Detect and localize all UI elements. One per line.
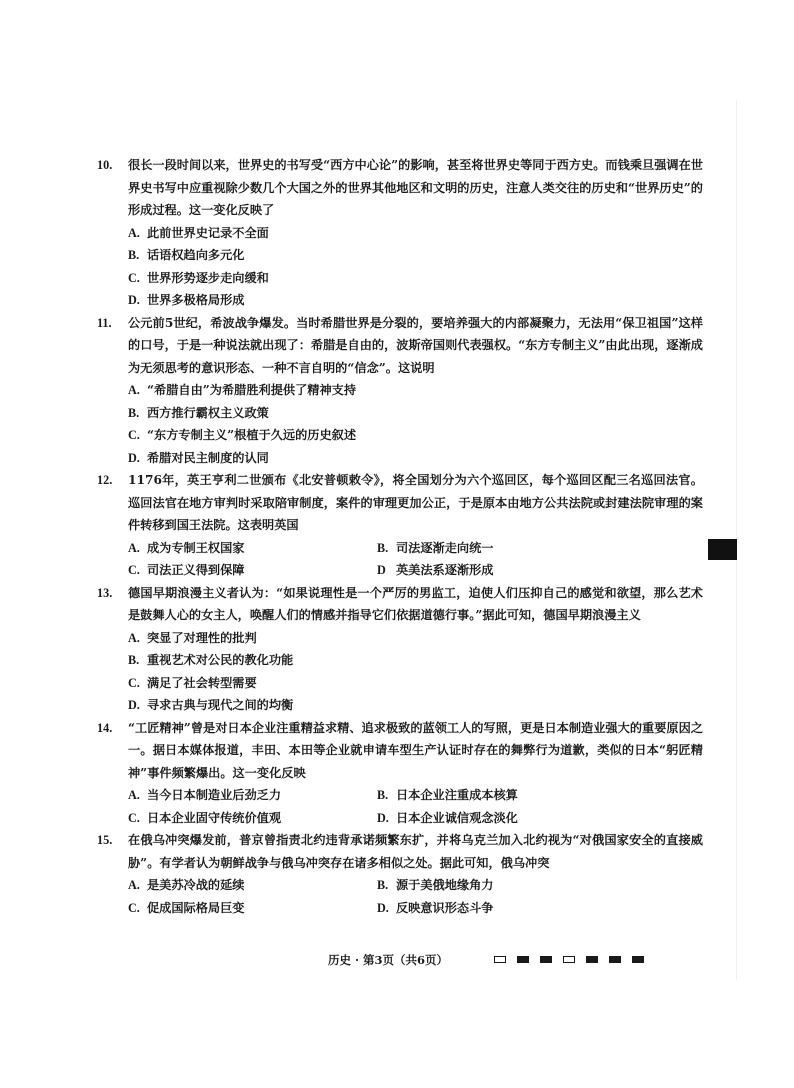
option-row bbox=[128, 447, 703, 470]
code-mark-filled bbox=[609, 956, 621, 963]
option-letter: D. bbox=[128, 293, 140, 307]
option-letter: D. bbox=[377, 810, 389, 825]
option-list bbox=[103, 627, 703, 717]
option-text: 当今日本制造业后劲乏力 bbox=[147, 788, 282, 802]
option-item bbox=[128, 424, 356, 447]
question-stem-text: 公元前5世纪，希波战争爆发。当时希腊世界是分裂的，要培养强大的内部凝聚力，无法用“保卫祖国”这样的口号，于是一种说法就出现了：希腊是自由的，波斯帝国则代表强权。“东方专制主义”由此出现，逐渐成为无须思考的意识形态、一种不言自明的“信念”。这说明 bbox=[128, 315, 703, 375]
option-letter: C. bbox=[128, 900, 140, 915]
option-text: 反映意识形态斗争 bbox=[396, 900, 494, 915]
question-number: 11. bbox=[97, 315, 112, 330]
option-row bbox=[128, 784, 703, 807]
option-item bbox=[128, 627, 257, 650]
option-item bbox=[128, 222, 269, 245]
option-letter: A. bbox=[128, 383, 140, 397]
option-list bbox=[103, 222, 703, 312]
option-text: 世界形势逐步走向缓和 bbox=[147, 270, 269, 285]
question-number: 12. bbox=[97, 473, 113, 487]
option-item bbox=[377, 537, 494, 560]
option-item bbox=[128, 289, 245, 312]
option-list bbox=[103, 874, 703, 919]
option-letter: B. bbox=[128, 248, 140, 262]
option-item bbox=[128, 807, 377, 830]
option-list bbox=[103, 379, 703, 469]
question-number: 15. bbox=[97, 833, 113, 847]
option-letter: A. bbox=[128, 225, 140, 240]
option-letter: C. bbox=[128, 563, 140, 577]
option-item bbox=[128, 897, 377, 920]
option-text: 日本企业固守传统价值观 bbox=[147, 810, 282, 825]
code-mark-empty bbox=[563, 956, 575, 963]
option-row bbox=[128, 627, 703, 650]
question-stem bbox=[97, 469, 703, 537]
option-item bbox=[128, 672, 257, 695]
code-mark-filled bbox=[517, 956, 529, 963]
option-letter: A. bbox=[128, 878, 140, 892]
option-text: 源于美俄地缘角力 bbox=[396, 878, 494, 892]
option-text: 话语权趋向多元化 bbox=[147, 248, 245, 262]
option-row bbox=[128, 897, 703, 920]
option-item bbox=[128, 649, 293, 672]
option-text: 满足了社会转型需要 bbox=[147, 675, 257, 690]
option-row bbox=[128, 244, 703, 267]
question-stem bbox=[97, 154, 703, 222]
option-item bbox=[377, 897, 494, 920]
option-item bbox=[128, 874, 377, 897]
option-text: 西方推行霸权主义政策 bbox=[147, 405, 269, 420]
option-item bbox=[377, 874, 494, 897]
question-stem-text: 很长一段时间以来，世界史的书写受“西方中心论”的影响，甚至将世界史等同于西方史。而钱乘旦强调在世界史书写中应重视除少数几个大国之外的世界其他地区和文明的历史，注意人类交往的历史和“世界历史”的形成过程。这一变化反映了 bbox=[128, 158, 703, 217]
page-footer-text: 历史 · 第3页（共6页） bbox=[328, 953, 449, 967]
option-text: 是美苏冷战的延续 bbox=[147, 878, 245, 892]
option-text: 世界多极格局形成 bbox=[147, 293, 245, 307]
option-row bbox=[128, 672, 703, 695]
option-text: 成为专制王权国家 bbox=[147, 540, 245, 555]
question-number: 14. bbox=[97, 720, 113, 735]
option-letter: B. bbox=[128, 405, 140, 420]
question-stem bbox=[97, 312, 703, 380]
option-letter: D. bbox=[128, 450, 140, 465]
page-code-marks bbox=[494, 956, 655, 963]
option-letter: D bbox=[377, 563, 386, 577]
option-text: 英美法系逐渐形成 bbox=[396, 563, 494, 577]
option-letter: D. bbox=[128, 698, 140, 712]
option-row bbox=[128, 424, 703, 447]
question-13 bbox=[97, 582, 703, 717]
option-list bbox=[103, 537, 703, 582]
option-text: 司法正义得到保障 bbox=[147, 563, 245, 577]
option-letter: B. bbox=[377, 878, 389, 892]
option-row bbox=[128, 874, 703, 897]
code-mark-filled bbox=[586, 956, 598, 963]
option-item bbox=[128, 267, 269, 290]
option-item bbox=[128, 447, 269, 470]
option-text: 重视艺术对公民的教化功能 bbox=[147, 653, 294, 667]
question-11 bbox=[97, 312, 703, 470]
option-letter: A. bbox=[128, 540, 140, 555]
option-text: 突显了对理性的批判 bbox=[147, 630, 257, 645]
option-item bbox=[128, 537, 377, 560]
option-row bbox=[128, 537, 703, 560]
option-item bbox=[128, 784, 377, 807]
option-row bbox=[128, 267, 703, 290]
question-stem-text: 在俄乌冲突爆发前，普京曾指责北约违背承诺频繁东扩，并将乌克兰加入北约视为“对俄国家安全的直接威胁”。有学者认为朝鲜战争与俄乌冲突存在诸多相似之处。据此可知，俄乌冲突 bbox=[128, 833, 703, 870]
option-letter: C. bbox=[128, 675, 140, 690]
option-letter: C. bbox=[128, 270, 140, 285]
option-item bbox=[377, 807, 518, 830]
question-stem bbox=[97, 717, 703, 785]
question-number: 10. bbox=[97, 158, 113, 172]
option-letter: C. bbox=[128, 810, 140, 825]
question-15 bbox=[97, 829, 703, 919]
question-stem bbox=[97, 829, 703, 874]
option-row bbox=[128, 694, 703, 717]
option-text: 日本企业注重成本核算 bbox=[396, 788, 518, 802]
option-letter: B. bbox=[128, 653, 140, 667]
side-tab-marker bbox=[708, 539, 737, 560]
option-text: 寻求古典与现代之间的均衡 bbox=[147, 698, 294, 712]
option-list bbox=[103, 784, 703, 829]
option-row bbox=[128, 402, 703, 425]
option-item bbox=[377, 784, 518, 807]
question-number: 13. bbox=[97, 585, 113, 600]
option-text: 促成国际格局巨变 bbox=[147, 900, 245, 915]
option-text: “东方专制主义”根植于久远的历史叙述 bbox=[147, 428, 357, 442]
option-text: 日本企业诚信观念淡化 bbox=[396, 810, 518, 825]
question-12 bbox=[97, 469, 703, 582]
option-letter: D. bbox=[377, 900, 389, 915]
question-10 bbox=[97, 154, 703, 312]
question-14 bbox=[97, 717, 703, 830]
option-row bbox=[128, 289, 703, 312]
option-letter: B. bbox=[377, 788, 389, 802]
option-item bbox=[128, 379, 356, 402]
option-item bbox=[377, 559, 494, 582]
question-stem-text: 德国早期浪漫主义者认为：“如果说理性是一个严厉的男监工，迫使人们压抑自己的感觉和欲望，那么艺术是鼓舞人心的女主人，唤醒人们的情感并指导它们依据道德行事。”据此可知，德国早期浪漫主义 bbox=[128, 585, 703, 622]
question-stem bbox=[97, 582, 703, 627]
option-text: 希腊对民主制度的认同 bbox=[147, 450, 269, 465]
option-item bbox=[128, 244, 245, 267]
option-text: 司法逐渐走向统一 bbox=[396, 540, 494, 555]
option-text: 此前世界史记录不全面 bbox=[147, 225, 269, 240]
page-footer bbox=[0, 952, 794, 972]
option-row bbox=[128, 379, 703, 402]
option-row bbox=[128, 559, 703, 582]
option-row bbox=[128, 649, 703, 672]
question-stem-text: “工匠精神”曾是对日本企业注重精益求精、追求极致的蓝领工人的写照，更是日本制造业强大的重要原因之一。据日本媒体报道，丰田、本田等企业就申请车型生产认证时存在的舞弊行为道歉，类似的日本“躬匠精神”事件频繁爆出。这一变化反映 bbox=[128, 720, 703, 780]
option-row bbox=[128, 222, 703, 245]
option-letter: C. bbox=[128, 428, 140, 442]
code-mark-filled bbox=[632, 956, 644, 963]
option-item bbox=[128, 402, 269, 425]
option-row bbox=[128, 807, 703, 830]
option-item bbox=[128, 694, 293, 717]
question-list bbox=[97, 154, 703, 919]
option-letter: A. bbox=[128, 630, 140, 645]
code-mark-empty bbox=[494, 956, 506, 963]
code-mark-filled bbox=[540, 956, 552, 963]
question-stem-text: 1176年，英王亨利二世颁布《北安普顿敕令》，将全国划分为六个巡回区，每个巡回区配三名巡回法官。巡回法官在地方审判时采取陪审制度，案件的审理更加公正，于是原本由地方公共法院或封建法院审理的案件转移到国王法院。这表明英国 bbox=[128, 473, 703, 532]
option-text: “希腊自由”为希腊胜利提供了精神支持 bbox=[147, 383, 357, 397]
option-letter: A. bbox=[128, 788, 140, 802]
option-letter: B. bbox=[377, 540, 389, 555]
option-item bbox=[128, 559, 377, 582]
